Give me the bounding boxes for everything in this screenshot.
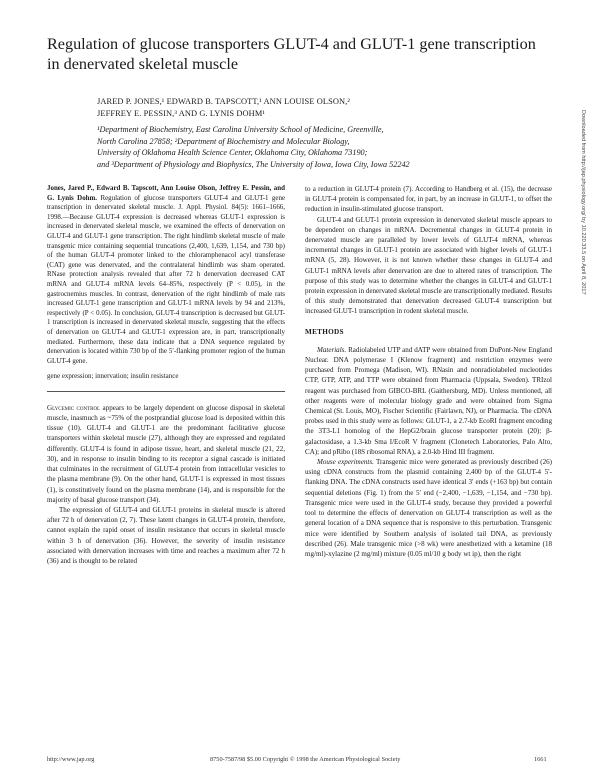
materials-text: Radiolabeled UTP and dATP were obtained from DuPont-New England Nuclear. DNA polymerase I (Klenow fragment) and restriction enzymes were purchased from Promega (Madison, WI). RNasin and nonradiolabeled nucleotides CTP, GTP, ATP, and TTP were obtained from Pharmacia (Uppsala, Sweden). TRIzol reagent was purchased from GIBCO-BRL (Gaithersburg, MD). Unless mentioned, all other reagents were of molecular biology grade and were obtained from Sigma Chemical (St. Louis, MO), Fischer Scientific (Fairlawn, NJ), or Pharmacia. The cDNA probes used in this study were as follows: GLUT-1, a 2.7-kb EcoRI fragment encoding the 3T3-L1 homolog of the HepG2/brain glucose transporter protein (20); β-galactosidase, a 1.3-kb Sma I/EcoR V fragment (Clonetech Laboratories, Palo Alto, CA); and pRibo (18S ribosomal RNA), a 2.0-kb Hind III fragment. — [305, 345, 552, 456]
intro-paragraph-1-text: appears to be largely dependent on glucose disposal in skeletal muscle, inasmuch as ~75% of the postprandial glucose load is deposited within this tissue (10). GLUT-4 and GLUT-1 are the predominant facilitative glucose transporters within skeletal muscle (27), although they are expressed and regulated differently. GLUT-4 is found in adipose tissue, heart, and skeletal muscle (21, 22, 30), and in response to insulin binding to its receptor a signal cascade is initiated that culminates in the recruitment of GLUT-4 protein from intracellular vesicles to the plasma membrane (9). On the other hand, GLUT-1 is expressed in most tissues (1), is constitutively found on the plasma membrane (14), and is responsible for the majority of basal glucose transport (34). — [47, 403, 285, 504]
authors-line-1: JARED P. JONES,¹ EDWARD B. TAPSCOTT,¹ ANN LOUISE OLSON,² — [97, 97, 350, 106]
right-column — [305, 184, 552, 559]
materials-subheading: Materials. — [317, 345, 347, 354]
abstract-divider — [47, 391, 285, 392]
affiliations — [97, 124, 527, 170]
mouse-experiments-subheading: Mouse experiments. — [317, 458, 374, 467]
affiliation-line: and ³Department of Physiology and Biophysics, The University of Iowa, Iowa City, Iowa 52242 — [97, 159, 410, 169]
keywords: gene expression; innervation; insulin resistance — [47, 372, 179, 381]
mouse-experiments-text: Transgenic mice were generated as previously described (26) using cDNA constructs from the plasmid containing 2,400 bp of the GLUT-4 5′-flanking DNA. The cDNA constructs used have identical 3′ ends (+163 bp) but contain sequential deletions (Fig. 1) from the 5′ end (−2,400, −1,639, −1,154, and −730 bp). Transgenic mice were used in the GLUT-4 study, because they provided a powerful tool to determine the effects of denervation on GLUT-4 transcription as well as the general location of a DNA sequence that is responsive to this perturbation. Transgenic mice were identified by Southern analysis of isolated tail DNA, as previously described (26). Male transgenic mice (>8 wk) were anesthetized with a ketamine (18 mg/ml)-xylazine (2 mg/ml) mixture (0.05 ml/10 g body wt ip), then the right — [305, 458, 553, 558]
intro-paragraph-1 — [47, 403, 285, 505]
author-list — [97, 96, 517, 119]
materials-paragraph — [305, 345, 552, 457]
footer-journal-url: http://www.jap.org — [47, 756, 95, 763]
intro-lead: Glycemic control — [47, 403, 101, 412]
footer-copyright: 8750-7587/98 $5.00 Copyright © 1998 the American Physiological Society — [210, 756, 401, 763]
intro-paragraph-4: GLUT-4 and GLUT-1 protein expression in denervated skeletal muscle appears to be dependent on changes in mRNA. Decremental changes in GLUT-4 protein in denervated muscle are paralleled by lower levels of GLUT-4 mRNA, whereas incremental changes in GLUT-1 protein are associated with higher levels of GLUT-1 mRNA (5, 28). However, it is not known whether these changes in GLUT-4 and GLUT-1 mRNA levels after denervation are due to altered rates of transcription. The purpose of this study was to determine whether the changes in GLUT-4 and GLUT-1 protein expression in denervated skeletal muscle are transcriptionally mediated. Results of this study demonstrated that denervation decreased GLUT-4 transcription but increased GLUT-1 transcription in rodent skeletal muscle. — [305, 215, 552, 316]
download-watermark: Downloaded from http://jap.physiology.org/ by 10.220.33.5 on April 8, 2017 — [580, 110, 586, 295]
authors-line-2: JEFFREY E. PESSIN,³ AND G. LYNIS DOHM¹ — [97, 108, 265, 118]
abstract — [47, 184, 285, 382]
affiliation-line: North Carolina 27858; ²Department of Biochemistry and Molecular Biology, — [97, 136, 350, 146]
methods-heading: METHODS — [305, 327, 344, 336]
abstract-citation-authors: Jones, Jared P., Edward B. Tapscott, Ann Louise Olson, Jeffrey E. Pessin, and G. Lynis Dohm. — [47, 184, 285, 202]
affiliation-line: University of Oklahoma Health Science Center, Oklahoma City, Oklahoma 73190; — [97, 148, 368, 157]
mouse-experiments-paragraph — [305, 457, 552, 559]
left-column — [47, 184, 285, 566]
page-number: 1661 — [534, 756, 547, 763]
intro-paragraph-3: to a reduction in GLUT-4 protein (7). According to Handberg et al. (15), the decrease in GLUT-4 protein is compensated for, in part, by an increase in GLUT-1, to offset the reduction in insulin-stimulated glucose transport. — [305, 185, 552, 214]
abstract-body: Regulation of glucose transporters GLUT-4 and GLUT-1 gene transcription in denervated skeletal muscle. J. Appl. Physiol. 84(5): 1661–1666, 1998.—Because GLUT-4 expression is decreased whereas GLUT-1 expression is increased in denervated skeletal muscle, we examined the effects of denervation on GLUT-4 and GLUT-1 gene transcription. The right hindlimb skeletal muscle of male transgenic mice containing sequential truncations (2,400, 1,639, 1,154, and 730 bp) of the human GLUT-4 promoter linked to the chloramphenacol acyl transferase (CAT) gene was denervated, and the contralateral hindlimb was sham operated. RNase protection analysis revealed that after 72 h denervation decreased CAT mRNA and GLUT-4 mRNA levels 64–85%, respectively (P < 0.05), in the gastrocnemius muscles. In contrast, denervation of the right hindlimb of male rats increased GLUT-1 gene transcription and GLUT-1 mRNA levels by 94 and 213%, respectively (P < 0.05). In conclusion, GLUT-4 transcription is decreased but GLUT-1 transcription is increased in denervated skeletal muscle, suggesting that the effects of denervation on GLUT-4 and GLUT-1 expression are, in part, transcriptionally mediated. Furthermore, these data indicate that a DNA sequence regulated by denervation is located within 730 bp of the 5′-flanking promoter region of the human GLUT-4 gene. — [47, 193, 285, 365]
affiliation-line: ¹Department of Biochemistry, East Carolina University School of Medicine, Greenville, — [97, 125, 384, 134]
intro-paragraph-2: The expression of GLUT-4 and GLUT-1 proteins in skeletal muscle is altered after 72 h of denervation (2, 7). These latent changes in GLUT-4 protein, therefore, cannot explain the rapid onset of insulin resistance that occurs in skeletal muscle within 3 h of denervation (36). However, the severity of insulin resistance associated with denervation increases with time and reaches a maximum after 72 h (36) and is thought to be related — [47, 505, 285, 565]
article-title: Regulation of glucose transporters GLUT-4 and GLUT-1 gene transcription in denervated skeletal muscle — [47, 35, 536, 73]
